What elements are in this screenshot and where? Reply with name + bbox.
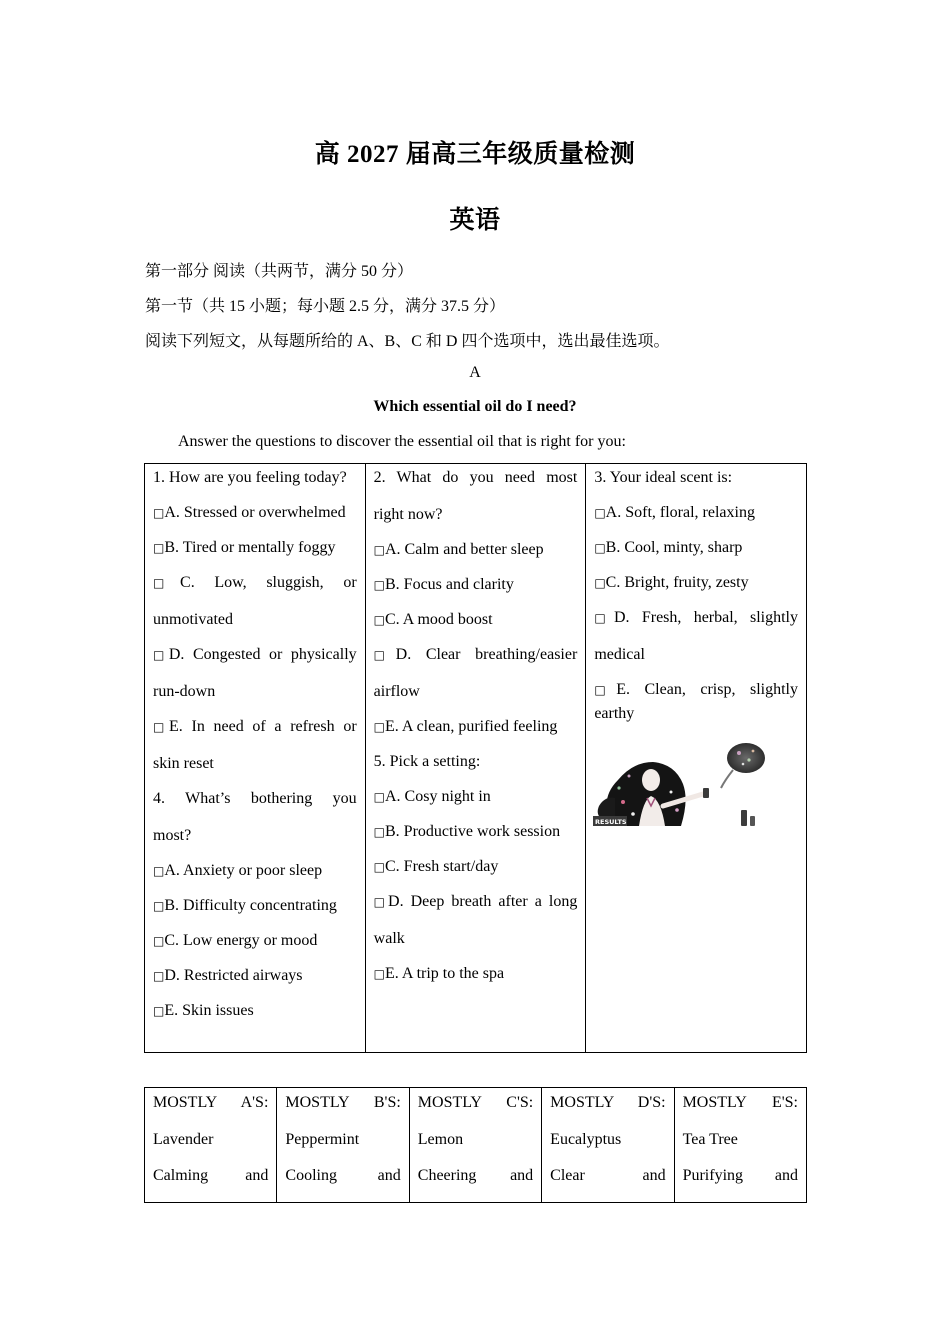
option-text: D. Restricted airways bbox=[164, 967, 303, 984]
checkbox-icon: □ bbox=[153, 648, 169, 662]
question-5: 5. Pick a setting: bbox=[373, 753, 481, 770]
essential-oil-illustration bbox=[593, 740, 768, 832]
result-oil: Lemon bbox=[417, 1131, 464, 1148]
option-5a bbox=[374, 787, 578, 807]
result-cell-b bbox=[277, 1088, 409, 1203]
question-4-cont: most? bbox=[153, 827, 192, 844]
option-4e bbox=[153, 1001, 357, 1021]
option-1d bbox=[153, 645, 357, 665]
question-2-cont: right now? bbox=[373, 506, 443, 523]
option-1b bbox=[153, 538, 357, 558]
option-5c bbox=[374, 857, 578, 877]
option-text: D. Congested or physically bbox=[168, 646, 357, 663]
scent-cloud-icon bbox=[727, 743, 765, 773]
checkbox-icon: □ bbox=[153, 864, 165, 878]
option-text: B. Focus and clarity bbox=[385, 576, 514, 593]
option-text: D. Clear breathing/easier bbox=[395, 646, 578, 663]
option-text: A. Calm and better sleep bbox=[385, 541, 544, 558]
checkbox-icon: □ bbox=[153, 899, 165, 913]
option-3d-cont: medical bbox=[594, 646, 645, 663]
option-2d-cont: airflow bbox=[373, 683, 420, 700]
option-4b bbox=[153, 896, 357, 916]
checkbox-icon: □ bbox=[373, 578, 385, 592]
option-text: B. Difficulty concentrating bbox=[164, 897, 337, 914]
subject-title: 英语 bbox=[449, 207, 501, 234]
option-3d bbox=[594, 608, 798, 628]
option-1c bbox=[153, 573, 357, 593]
checkbox-icon: □ bbox=[153, 934, 165, 948]
checkbox-icon: □ bbox=[153, 541, 165, 555]
result-cell-e bbox=[674, 1088, 806, 1203]
checkbox-icon: □ bbox=[594, 611, 614, 625]
result-description: Calming and bbox=[153, 1167, 269, 1184]
checkbox-icon: □ bbox=[373, 790, 385, 804]
quiz-column-1 bbox=[145, 464, 366, 1053]
option-2d bbox=[374, 645, 578, 665]
result-description: Cheering and bbox=[417, 1167, 534, 1184]
option-text: B. Productive work session bbox=[385, 823, 561, 840]
option-text: B. Cool, minty, sharp bbox=[605, 539, 743, 556]
option-text: D. Fresh, herbal, slightly bbox=[613, 609, 798, 626]
checkbox-icon: □ bbox=[153, 576, 181, 590]
option-1e-cont: skin reset bbox=[153, 755, 214, 772]
option-text: A. Stressed or overwhelmed bbox=[164, 504, 346, 521]
result-heading: MOSTLY B'S: bbox=[285, 1094, 401, 1111]
option-text: A. Soft, floral, relaxing bbox=[605, 504, 755, 521]
passage-label: A bbox=[469, 364, 481, 381]
result-oil: Lavender bbox=[153, 1131, 214, 1148]
checkbox-icon: □ bbox=[594, 506, 606, 520]
option-text: E. Clean, crisp, slightly bbox=[616, 681, 798, 698]
option-text: E. A clean, purified feeling bbox=[385, 718, 558, 735]
result-description: Cooling and bbox=[285, 1167, 401, 1184]
question-3: 3. Your ideal scent is: bbox=[594, 469, 733, 486]
option-2c bbox=[374, 610, 578, 630]
result-heading: MOSTLY D'S: bbox=[550, 1094, 666, 1111]
option-4c bbox=[153, 931, 357, 951]
option-5d bbox=[374, 892, 578, 912]
result-cell-d bbox=[542, 1088, 674, 1203]
result-heading: MOSTLY E'S: bbox=[682, 1094, 798, 1111]
passage-intro: Answer the questions to discover the essential oil that is right for you: bbox=[178, 433, 626, 450]
checkbox-icon: □ bbox=[594, 541, 606, 555]
checkbox-icon: □ bbox=[373, 860, 385, 874]
question-2: 2. What do you need most bbox=[373, 469, 578, 486]
option-2a bbox=[374, 540, 578, 560]
checkbox-icon: □ bbox=[373, 895, 389, 909]
option-text: A. Cosy night in bbox=[385, 788, 491, 805]
result-cell-c bbox=[409, 1088, 541, 1203]
option-3e-cont: earthy bbox=[594, 705, 635, 722]
question-1: 1. How are you feeling today? bbox=[153, 469, 347, 486]
passage-title: Which essential oil do I need? bbox=[373, 398, 577, 415]
quiz-column-2 bbox=[365, 464, 586, 1053]
result-description: Purifying and bbox=[682, 1167, 798, 1184]
option-text: E. A trip to the spa bbox=[385, 965, 505, 982]
checkbox-icon: □ bbox=[594, 576, 606, 590]
result-heading: MOSTLY A'S: bbox=[153, 1094, 269, 1111]
option-1c-cont: unmotivated bbox=[153, 611, 233, 628]
oil-bottle-icon bbox=[703, 788, 709, 798]
option-text: E. Skin issues bbox=[164, 1002, 254, 1019]
option-text: C. Low, sluggish, or bbox=[180, 574, 357, 591]
option-3e bbox=[594, 680, 798, 700]
result-oil: Eucalyptus bbox=[550, 1131, 622, 1148]
result-heading: MOSTLY C'S: bbox=[417, 1094, 534, 1111]
option-2b bbox=[374, 575, 578, 595]
option-text: C. Bright, fruity, zesty bbox=[605, 574, 749, 591]
option-5b bbox=[374, 822, 578, 842]
option-text: C. Low energy or mood bbox=[164, 932, 318, 949]
result-oil: Tea Tree bbox=[682, 1131, 738, 1148]
question-4: 4. What’s bothering you bbox=[153, 790, 357, 807]
option-3c bbox=[594, 573, 798, 593]
option-3b bbox=[594, 538, 798, 558]
checkbox-icon: □ bbox=[153, 720, 170, 734]
direction-text: 阅读下列短文，从每题所给的 A、B、C 和 D 四个选项中，选出最佳选项。 bbox=[145, 333, 670, 350]
part-instruction: 第一部分 阅读（共两节，满分 50 分） bbox=[145, 263, 414, 280]
checkbox-icon: □ bbox=[373, 720, 385, 734]
exam-title: 高 2027 届高三年级质量检测 bbox=[314, 141, 636, 168]
section-instruction: 第一节（共 15 小题；每小题 2.5 分，满分 37.5 分） bbox=[145, 298, 506, 315]
option-text: B. Tired or mentally foggy bbox=[164, 539, 336, 556]
option-4a bbox=[153, 861, 357, 881]
option-1d-cont: run-down bbox=[153, 683, 216, 700]
checkbox-icon: □ bbox=[373, 613, 385, 627]
option-2e bbox=[374, 717, 578, 737]
results-table bbox=[144, 1087, 807, 1203]
checkbox-icon: □ bbox=[153, 1004, 165, 1018]
checkbox-icon: □ bbox=[373, 648, 396, 662]
option-text: C. Fresh start/day bbox=[385, 858, 499, 875]
option-text: E. In need of a refresh or bbox=[169, 718, 357, 735]
checkbox-icon: □ bbox=[373, 543, 385, 557]
option-3a bbox=[594, 503, 798, 523]
option-text: D. Deep breath after a long bbox=[388, 893, 578, 910]
checkbox-icon: □ bbox=[373, 825, 385, 839]
checkbox-icon: □ bbox=[153, 506, 165, 520]
checkbox-icon: □ bbox=[153, 969, 165, 983]
option-text: C. A mood boost bbox=[385, 611, 493, 628]
results-label: RESULTS bbox=[595, 818, 627, 826]
result-description: Clear and bbox=[550, 1167, 666, 1184]
result-cell-a bbox=[145, 1088, 277, 1203]
option-5d-cont: walk bbox=[373, 930, 405, 947]
option-5e bbox=[374, 964, 578, 984]
option-1e bbox=[153, 717, 357, 737]
checkbox-icon: □ bbox=[594, 683, 617, 697]
option-1a bbox=[153, 503, 357, 523]
result-oil: Peppermint bbox=[285, 1131, 360, 1148]
option-text: A. Anxiety or poor sleep bbox=[164, 862, 323, 879]
option-4d bbox=[153, 966, 357, 986]
checkbox-icon: □ bbox=[373, 967, 385, 981]
